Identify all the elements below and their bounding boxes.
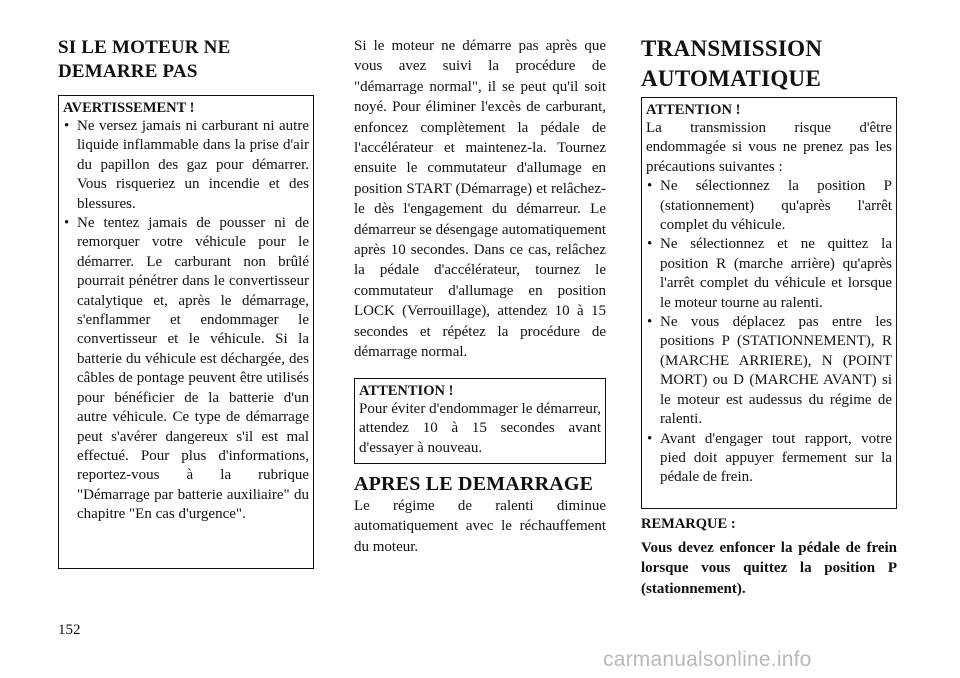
flooded-engine-paragraph: Si le moteur ne démarre pas après que vous avez suivi la procédure de "démarrage normal", il se peut qu'il soit noyé. Pour éliminer l'excès de carburant, enfoncez complètement la pédale de l'accélérateur et maintenez-la. Tournez ensuite le commutateur d'allumage en position START (Démarrage) et relâchez-le dès l'engagement du démarreur. Le démarreur se désengage automatiquement après 10 secondes. Dans ce cas, relâchez la pédale d'accélérateur, tournez le commutateur d'allumage en position LOCK (Verrouillage), attendez 10 à 15 secondes et répétez la procédure de démarrage normal. [354, 38, 606, 361]
warning-box [58, 95, 314, 569]
caution-item: • Ne sélectionnez la position P (stationnement) qu'après l'arrêt complet du véhicule. [646, 177, 892, 235]
caution-item: • Ne sélectionnez et ne quittez la position R (marche arrière) qu'après l'arrêt complet du véhicule et lorsque le moteur tourne au ralenti. [646, 235, 892, 313]
caution-item: • Avant d'engager tout rapport, votre pied doit appuyer fermement sur la pédale de frein. [646, 430, 892, 488]
caution-item: • Ne vous déplacez pas entre les positions P (STATIONNEMENT), R (MARCHE ARRIERE), N (POINT MORT) ou D (MARCHE AVANT) si le moteur est audessus du régime de ralenti. [646, 313, 892, 429]
section-heading-transmission: TRANSMISSION AUTOMATIQUE [641, 36, 823, 91]
remark-text: Vous devez enfoncer la pédale de frein lorsque vous quittez la position P (stationnement). [641, 540, 897, 597]
caution-intro: La transmission risque d'être endommagée si vous ne prenez pas les précautions suivantes : [646, 120, 892, 175]
caution-label: ATTENTION ! [359, 383, 454, 399]
caution-label: ATTENTION ! [646, 102, 741, 118]
caution-box-starter [354, 378, 606, 464]
caution-box-transmission [641, 97, 897, 509]
warning-item: • Ne tentez jamais de pousser ni de remorquer votre véhicule pour le démarrer. Le carburant non brûlé pourrait pénétrer dans le convertisseur catalytique et, après le démarrage, s'enflammer et endommager le convertisseur et le véhicule. Si la batterie du véhicule est déchargée, des câbles de pontage peuvent être utilisés pour bénéficier de la batterie d'un autre véhicule. Ce type de démarrage peut s'avérer dangereux s'il est mal effectué. Pour plus d'informations, reportez-vous à la rubrique "Démarrage par batterie auxiliaire" du chapitre "En cas d'urgence". [63, 214, 309, 525]
warning-list [63, 117, 309, 525]
section-heading-engine-not-start: SI LE MOTEUR NE DEMARRE PAS [58, 37, 231, 82]
remark-label: REMARQUE : [641, 516, 736, 532]
caution-text: Pour éviter d'endommager le démarreur, attendez 10 à 15 secondes avant d'essayer à nouveau. [359, 401, 601, 456]
warning-label: AVERTISSEMENT ! [63, 100, 195, 116]
after-start-paragraph: Le régime de ralenti diminue automatiquement avec le réchauffement du moteur. [354, 498, 606, 555]
page-number: 152 [58, 622, 81, 638]
section-heading-after-start: APRES LE DEMARRAGE [354, 473, 594, 495]
caution-list [646, 177, 892, 488]
warning-item: • Ne versez jamais ni carburant ni autre liquide inflammable dans la prise d'air du papillon des gaz pour démarrer. Vous risqueriez un incendie et des blessures. [63, 117, 309, 214]
watermark-text: carmanualsonline.info [603, 648, 812, 671]
